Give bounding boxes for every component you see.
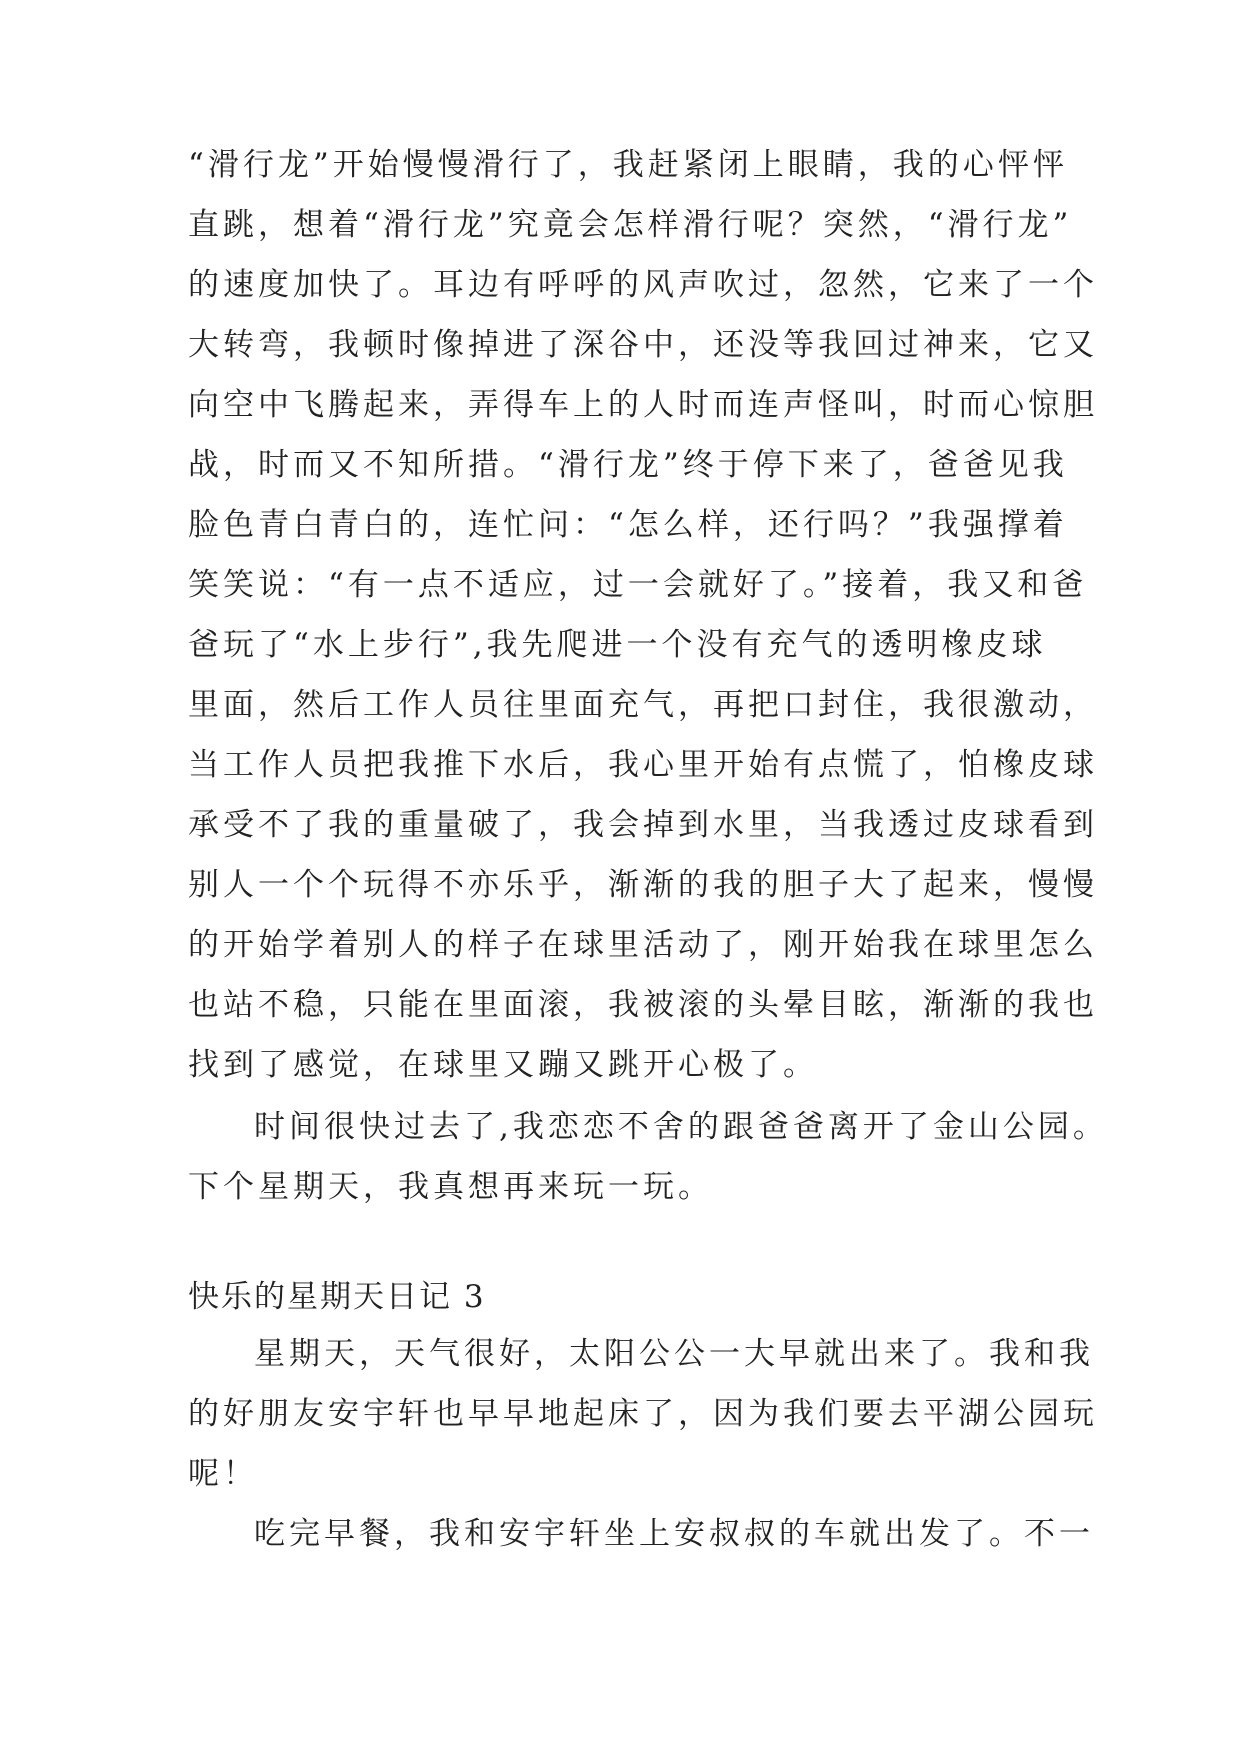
text-line: “滑行龙”开始慢慢滑行了，我赶紧闭上眼睛，我的心怦怦 [188, 147, 1068, 183]
text-line: 的开始学着别人的样子在球里活动了，刚开始我在球里怎么 [188, 927, 1098, 963]
text-line: 战，时而又不知所措。“滑行龙”终于停下来了，爸爸见我 [188, 447, 1068, 483]
diary-heading: 快乐的星期天日记 3 [188, 1279, 486, 1315]
text-line: 下个星期天，我真想再来玩一玩。 [188, 1169, 713, 1205]
diary-heading-block [188, 1267, 1058, 1327]
text-line: 也站不稳，只能在里面滚，我被滚的头晕目眩，渐渐的我也 [188, 987, 1098, 1023]
text-line: 当工作人员把我推下水后，我心里开始有点慌了，怕橡皮球 [188, 747, 1098, 783]
text-line: 吃完早餐，我和安宇轩坐上安叔叔的车就出发了。不一 [254, 1516, 1094, 1552]
text-line: 找到了感觉，在球里又蹦又跳开心极了。 [188, 1047, 818, 1083]
text-line: 笑笑说：“有一点不适应，过一会就好了。”接着，我又和爸 [188, 567, 1088, 603]
text-line: 呢！ [188, 1456, 258, 1492]
text-line: 星期天，天气很好，太阳公公一大早就出来了。我和我 [254, 1336, 1094, 1372]
text-line: 爸玩了“水上步行”,我先爬进一个没有充气的透明橡皮球 [188, 627, 1047, 663]
paragraph-leaving-park [188, 1097, 1108, 1217]
paragraph-sunday-morning [188, 1324, 1098, 1504]
text-line: 大转弯，我顿时像掉进了深谷中，还没等我回过神来，它又 [188, 327, 1098, 363]
text-line: 脸色青白青白的，连忙问：“怎么样，还行吗？”我强撑着 [188, 507, 1068, 543]
text-line: 的好朋友安宇轩也早早地起床了，因为我们要去平湖公园玩 [188, 1396, 1098, 1432]
paragraph-roller-coaster [188, 135, 1098, 1095]
text-line: 直跳，想着“滑行龙”究竟会怎样滑行呢？突然，“滑行龙” [188, 207, 1073, 243]
text-line: 向空中飞腾起来，弄得车上的人时而连声怪叫，时而心惊胆 [188, 387, 1098, 423]
text-line: 别人一个个玩得不亦乐乎，渐渐的我的胆子大了起来，慢慢 [188, 867, 1098, 903]
text-line: 承受不了我的重量破了，我会掉到水里，当我透过皮球看到 [188, 807, 1098, 843]
text-line: 时间很快过去了,我恋恋不舍的跟爸爸离开了金山公园。 [254, 1109, 1108, 1145]
text-line: 里面，然后工作人员往里面充气，再把口封住，我很激动， [188, 687, 1098, 723]
text-line: 的速度加快了。耳边有呼呼的风声吹过，忽然，它来了一个 [188, 267, 1098, 303]
paragraph-breakfast [188, 1504, 1094, 1564]
